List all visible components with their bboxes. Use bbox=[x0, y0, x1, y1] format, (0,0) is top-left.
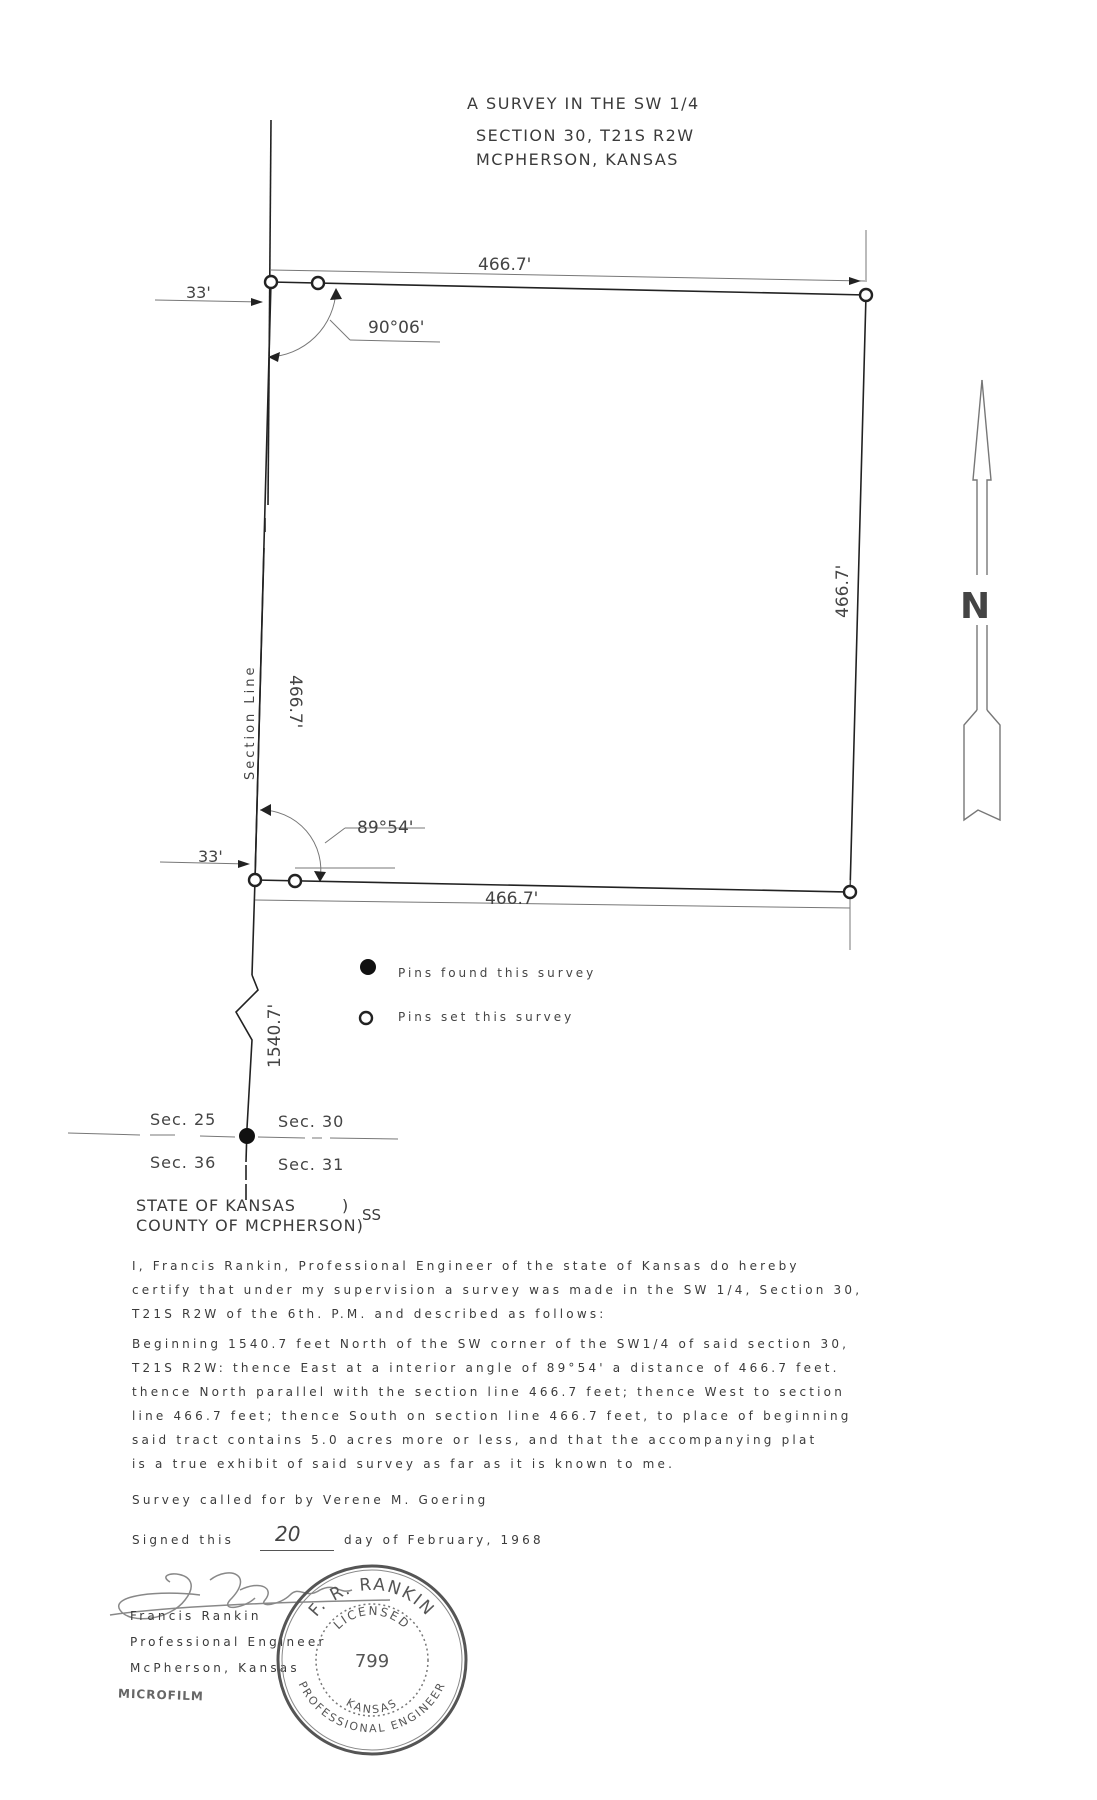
seal-state-text: KANSAS bbox=[343, 1695, 401, 1717]
microfilm-stamp: MICROFILM bbox=[117, 1686, 205, 1704]
pin-found bbox=[239, 1128, 255, 1144]
bottom-distance-label: 466.7' bbox=[485, 889, 539, 909]
pin-set bbox=[265, 276, 277, 288]
description-line: is a true exhibit of said survey as far as it is known to me. bbox=[132, 1457, 676, 1471]
offset-top-label: 33' bbox=[186, 283, 211, 302]
description-line: thence North parallel with the section line 466.7 feet; thence West to section bbox=[132, 1385, 846, 1399]
tract-boundary bbox=[255, 282, 866, 892]
angle-top-label: 90°06' bbox=[368, 318, 425, 338]
called-for-line: Survey called for by Verene M. Goering bbox=[132, 1493, 489, 1507]
signed-day-underline bbox=[260, 1550, 334, 1551]
signed-day: 20 bbox=[275, 1522, 301, 1546]
seal-number: 799 bbox=[354, 1651, 390, 1672]
seal-bottom-text: PROFESSIONAL ENGINEER bbox=[295, 1679, 449, 1736]
legend-found-pin-icon bbox=[360, 959, 376, 975]
north-label: N bbox=[960, 586, 991, 627]
svg-text:KANSAS bbox=[344, 1696, 400, 1716]
signed-suffix: day of February, 1968 bbox=[344, 1533, 544, 1547]
pin-set bbox=[860, 289, 872, 301]
legend-set-label: Pins set this survey bbox=[398, 1010, 575, 1024]
certificate-description bbox=[132, 1332, 852, 1476]
description-line: T21S R2W: thence East at a interior angle of 89°54' a distance of 466.7 feet. bbox=[132, 1361, 840, 1375]
certificate-line: I, Francis Rankin, Professional Engineer of the state of Kansas do hereby bbox=[132, 1259, 800, 1273]
angle-bottom-label: 89°54' bbox=[357, 818, 414, 838]
pin-set bbox=[289, 875, 301, 887]
description-line: line 466.7 feet; thence South on section line 466.7 feet, to place of beginning bbox=[132, 1409, 852, 1423]
section-line-label: Section Line bbox=[243, 664, 258, 780]
certificate-intro bbox=[132, 1254, 862, 1326]
signed-prefix: Signed this bbox=[132, 1533, 235, 1547]
east-distance-label: 466.7' bbox=[833, 564, 853, 618]
break-symbol bbox=[236, 975, 258, 1128]
title-line-2: SECTION 30, T21S R2W bbox=[476, 126, 695, 145]
title-line-1: A SURVEY IN THE SW 1/4 bbox=[467, 94, 700, 113]
certificate-line: certify that under my supervision a survey was made in the SW 1/4, Section 30, bbox=[132, 1283, 863, 1297]
signer-title: Professional Engineer bbox=[130, 1635, 327, 1649]
venue-paren: ) bbox=[342, 1196, 349, 1215]
west-distance-label: 466.7' bbox=[285, 675, 305, 729]
seal-licensed-text: LICENSED bbox=[330, 1603, 414, 1633]
pin-set bbox=[844, 886, 856, 898]
venue-ss: SS bbox=[362, 1206, 382, 1224]
section-ne-label: Sec. 30 bbox=[278, 1112, 345, 1131]
venue-state: STATE OF KANSAS bbox=[136, 1196, 296, 1215]
title-line-3: MCPHERSON, KANSAS bbox=[476, 150, 679, 169]
legend-set-pin-icon bbox=[360, 1012, 372, 1024]
section-sw-label: Sec. 36 bbox=[150, 1153, 217, 1172]
section-se-label: Sec. 31 bbox=[278, 1155, 345, 1174]
pin-set bbox=[249, 874, 261, 886]
description-line: said tract contains 5.0 acres more or less, and that the accompanying plat bbox=[132, 1433, 818, 1447]
signer-name: Francis Rankin bbox=[130, 1609, 262, 1623]
venue-county: COUNTY OF MCPHERSON) bbox=[136, 1216, 364, 1235]
tie-distance-label: 1540.7' bbox=[265, 1003, 285, 1068]
top-distance-label: 466.7' bbox=[478, 255, 532, 275]
certificate-line: T21S R2W of the 6th. P.M. and described as follows: bbox=[132, 1307, 607, 1321]
description-line: Beginning 1540.7 feet North of the SW corner of the SW1/4 of said section 30, bbox=[132, 1337, 850, 1351]
engineer-seal bbox=[272, 1560, 472, 1760]
signer-city: McPherson, Kansas bbox=[130, 1661, 300, 1675]
section-nw-label: Sec. 25 bbox=[150, 1110, 217, 1129]
pin-set bbox=[312, 277, 324, 289]
seal-top-text: F. R. RANKIN bbox=[304, 1574, 439, 1621]
offset-bottom-label: 33' bbox=[198, 847, 223, 866]
legend-found-label: Pins found this survey bbox=[398, 966, 597, 980]
svg-text:LICENSED bbox=[331, 1604, 413, 1632]
